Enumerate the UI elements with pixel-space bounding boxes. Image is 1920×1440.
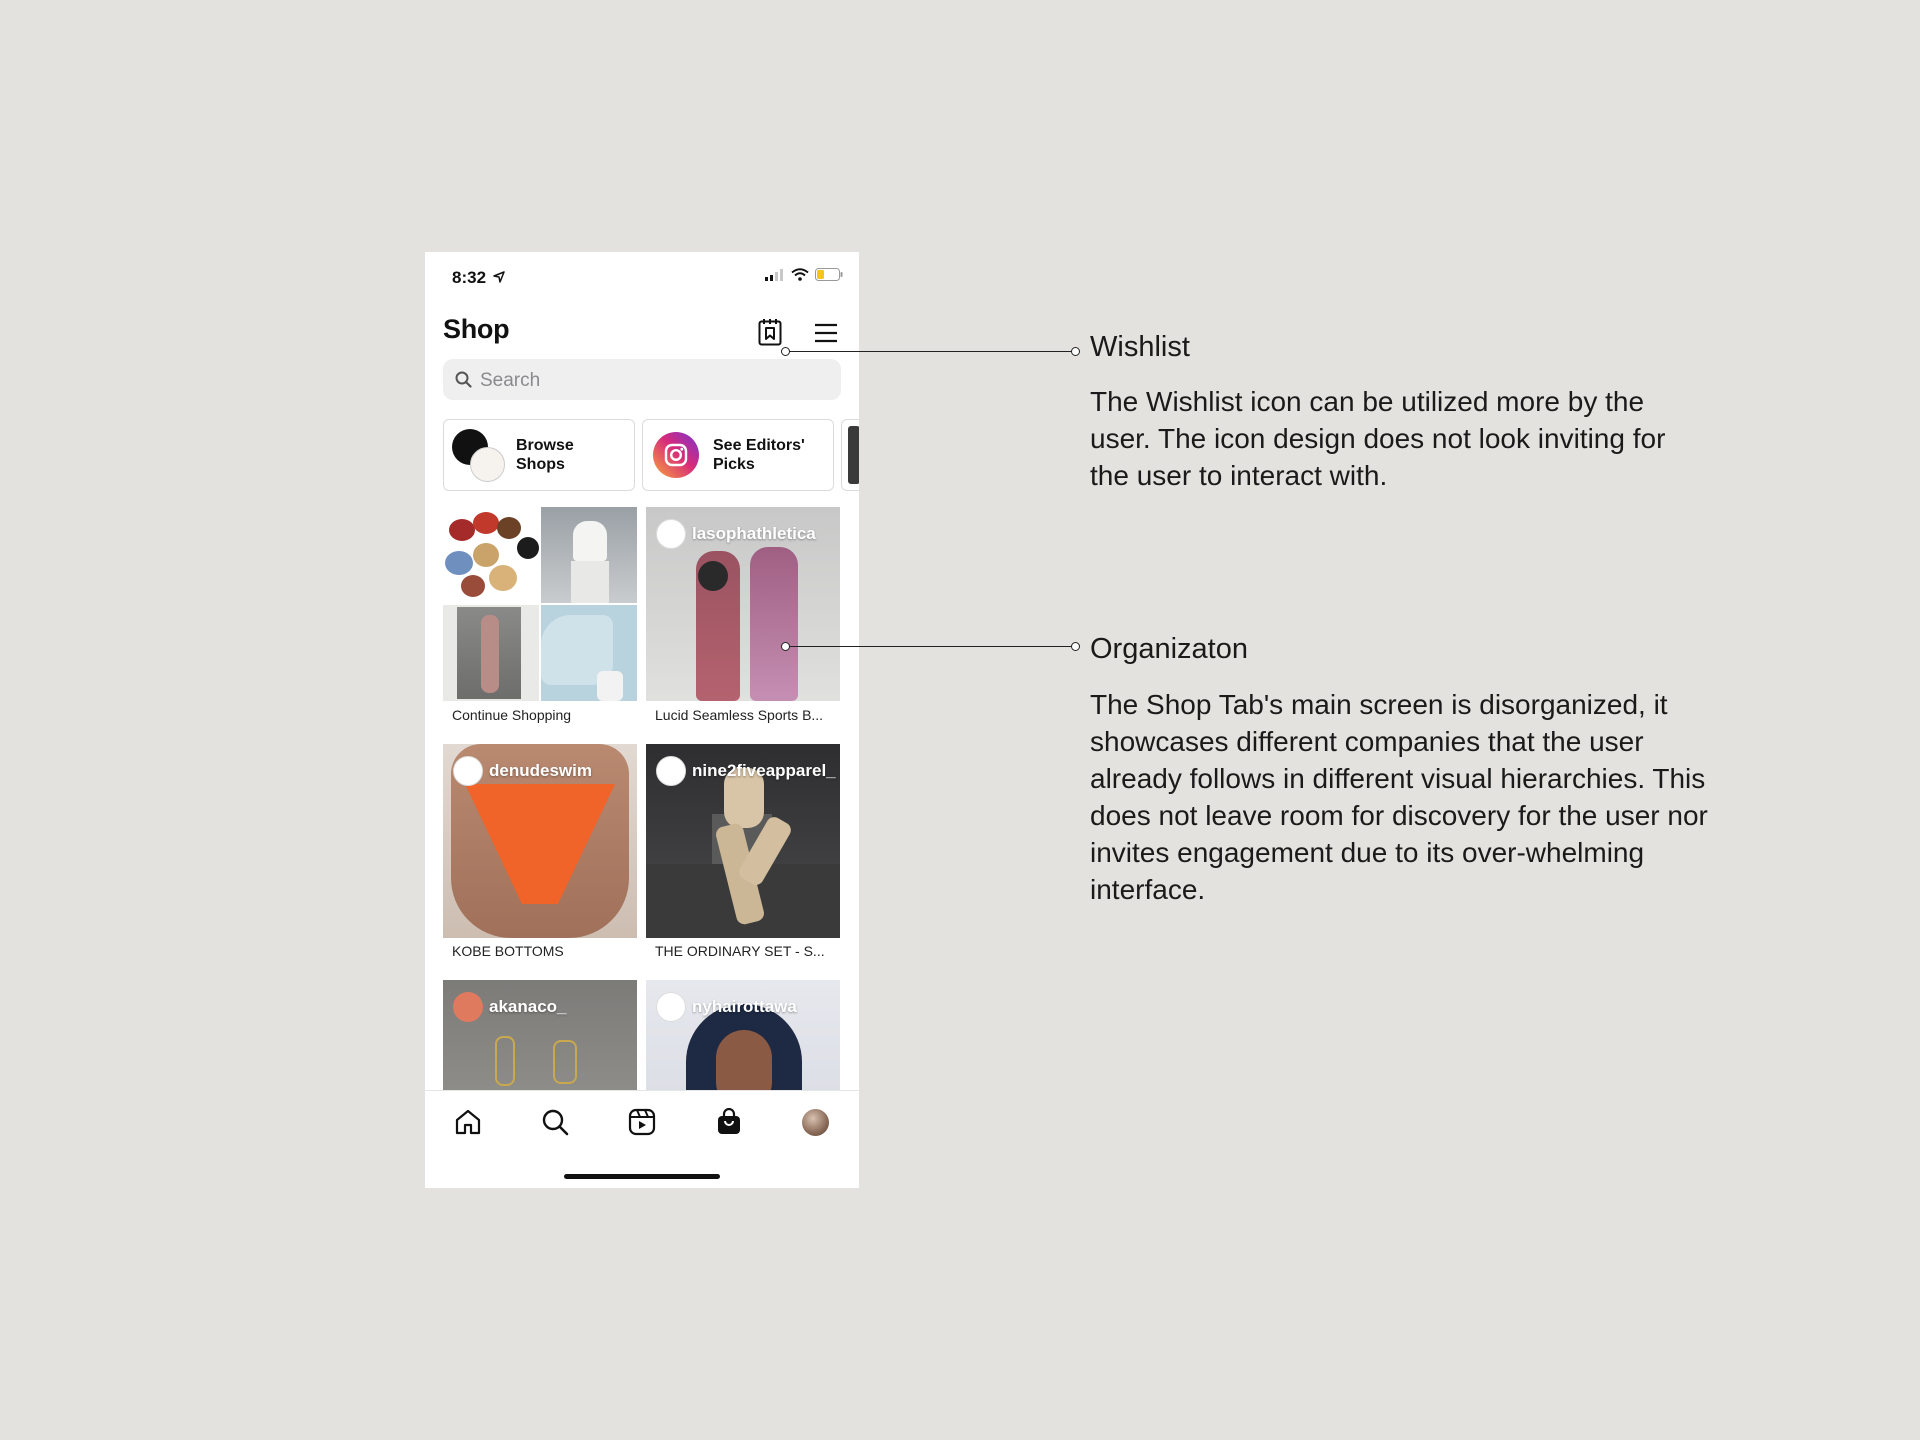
tile-caption: Lucid Seamless Sports B... <box>655 707 824 723</box>
tile-caption: KOBE BOTTOMS <box>452 943 564 959</box>
product-image <box>541 605 637 701</box>
account-avatar <box>453 756 483 786</box>
callout-dot <box>781 347 790 356</box>
search-placeholder: Search <box>480 370 541 391</box>
callout-dot <box>1071 347 1080 356</box>
wishlist-callout-line <box>786 351 1075 352</box>
continue-shopping-tile[interactable] <box>443 507 637 701</box>
wishlist-annotation-title: Wishlist <box>1090 331 1190 363</box>
browse-shops-button[interactable] <box>443 419 635 491</box>
more-pill-button[interactable] <box>841 419 859 491</box>
instagram-logo-icon <box>653 432 699 478</box>
editors-picks-label-2: Picks <box>713 456 755 473</box>
hamburger-menu-icon[interactable] <box>814 323 838 348</box>
home-icon[interactable] <box>454 1108 482 1141</box>
callout-dot <box>781 642 790 651</box>
organization-callout-line <box>786 646 1075 647</box>
product-image <box>443 507 539 603</box>
wifi-icon <box>791 268 809 281</box>
editors-picks-label: See Editors' <box>713 437 805 454</box>
account-avatar <box>656 519 686 549</box>
product-tile[interactable] <box>646 507 840 701</box>
page-title: Shop <box>443 314 510 344</box>
profile-avatar[interactable] <box>802 1109 829 1136</box>
search-input[interactable] <box>443 359 841 400</box>
search-icon[interactable] <box>541 1108 569 1141</box>
shop-logos-icon <box>452 429 504 481</box>
account-name: nine2fiveapparel_ <box>692 761 836 780</box>
product-tile[interactable] <box>646 744 840 938</box>
status-icons <box>765 268 843 281</box>
browse-shops-label-2: Shops <box>516 456 565 473</box>
reels-icon[interactable] <box>628 1108 656 1141</box>
tile-caption: THE ORDINARY SET - S... <box>655 943 825 959</box>
product-image <box>541 507 637 603</box>
account-avatar <box>453 992 483 1022</box>
home-indicator <box>564 1174 720 1179</box>
status-bar <box>425 266 859 296</box>
product-tile[interactable] <box>443 744 637 938</box>
product-image <box>443 605 539 701</box>
callout-dot <box>1071 642 1080 651</box>
battery-icon <box>815 268 843 281</box>
wishlist-annotation-body: The Wishlist icon can be utilized more by the user. The icon design does not look inviting for the user to interact with. <box>1090 386 1666 491</box>
organization-annotation-body: The Shop Tab's main screen is disorganized, it showcases different companies that the user already follows in different visual hierarchies. This does not leave room for discovery for the user nor invites engagement due to its over-whelming interface. <box>1090 689 1708 905</box>
account-name: nyhairottawa <box>692 997 797 1016</box>
editors-picks-button[interactable] <box>642 419 834 491</box>
location-arrow-icon <box>493 270 505 288</box>
search-icon <box>455 371 472 388</box>
status-time: 8:32 <box>452 268 487 287</box>
organization-annotation-title: Organizaton <box>1090 633 1248 665</box>
phone-screen <box>425 252 859 1188</box>
account-name: lasophathletica <box>692 524 816 543</box>
browse-shops-label: Browse <box>516 437 574 454</box>
account-name: akanaco_ <box>489 997 567 1016</box>
wishlist-icon[interactable] <box>758 318 782 351</box>
account-avatar <box>656 992 686 1022</box>
tile-caption: Continue Shopping <box>452 707 572 723</box>
account-avatar <box>656 756 686 786</box>
account-name: denudeswim <box>489 761 592 780</box>
signal-icon <box>765 269 785 281</box>
shop-bag-icon[interactable] <box>715 1108 743 1141</box>
